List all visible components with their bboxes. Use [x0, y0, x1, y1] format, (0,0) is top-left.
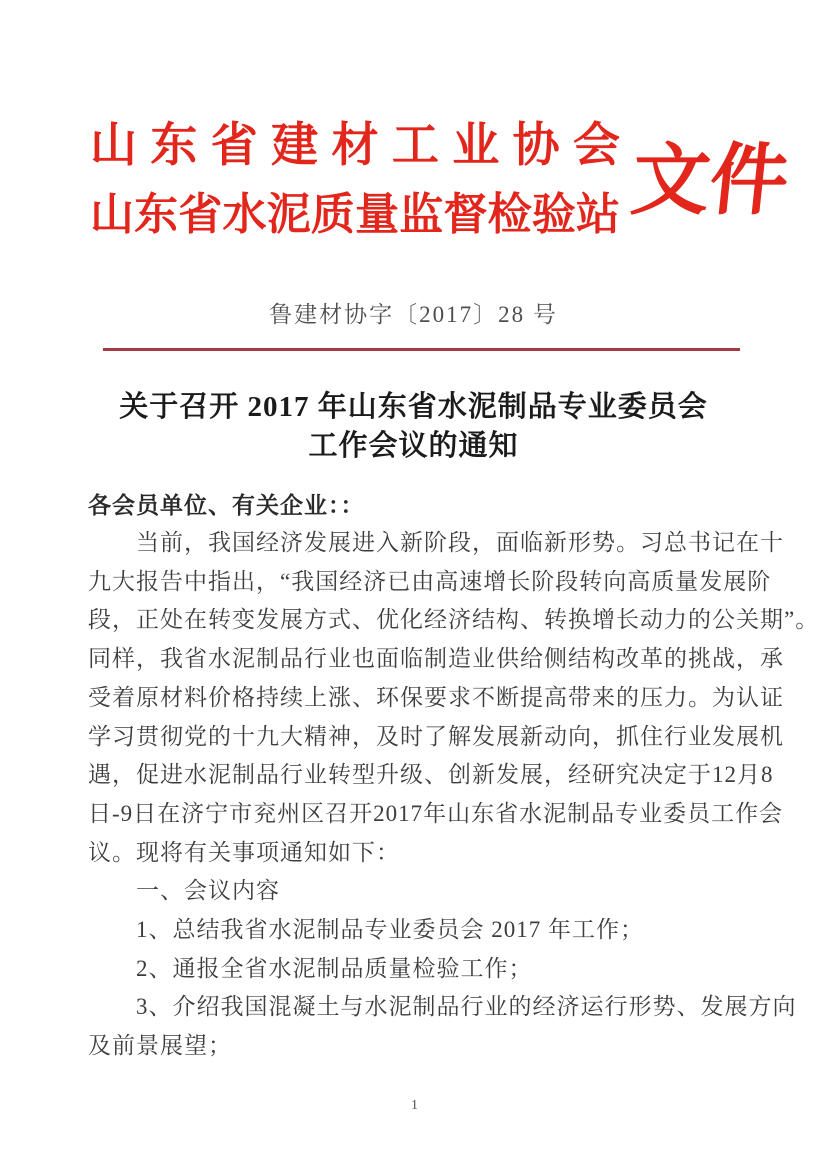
- org-name-line2: 山东省水泥质量监督检验站: [90, 190, 620, 239]
- body-text-line: 一、会议内容: [88, 878, 280, 904]
- doc-body: [88, 491, 820, 1066]
- body-text-line: 3、介绍我国混凝土与水泥制品行业的经济运行形势、发展方向: [88, 994, 797, 1020]
- page-number: 1: [411, 1098, 418, 1113]
- body-text-line: 2、通报全省水泥制品质量检验工作；: [88, 955, 533, 981]
- org-name-line1: 山 东 省 建 材 工 业 协 会: [90, 120, 620, 172]
- body-text-line: 当前，我国经济发展进入新阶段，面临新形势。习总书记在十: [88, 530, 784, 555]
- body-text-line: 学习贯彻党的十九大精神，及时了解发展新动向，抓住行业发展机: [88, 723, 784, 749]
- doc-title: [0, 388, 827, 466]
- doc-title-line2: 工作会议的通知: [308, 430, 519, 462]
- red-divider-line: [103, 348, 740, 351]
- body-text-line: 及前景展望；: [88, 1033, 232, 1059]
- body-text-line: 1、总结我省水泥制品专业委员会 2017 年工作；: [88, 917, 644, 943]
- salutation: 各会员单位、有关企业：：: [88, 493, 365, 518]
- letterhead: [90, 112, 793, 250]
- doc-reference-number: 鲁建材协字〔2017〕28 号: [269, 302, 558, 327]
- doc-title-line1: 关于召开 2017 年山东省水泥制品专业委员会: [119, 391, 708, 423]
- body-text-line: 九大报告中指出，“我国经济已由高速增长阶段转向高质量发展阶: [88, 568, 772, 594]
- issuing-org-names: [90, 112, 620, 250]
- body-text-line: 受着原材料价格持续上涨、环保要求不断提高带来的压力。为认证: [88, 684, 784, 710]
- body-text-line: 同样，我省水泥制品行业也面临制造业供给侧结构改革的挑战，承: [88, 646, 784, 672]
- body-text-line: 议。现将有关事项通知如下：: [88, 839, 400, 865]
- body-text-line: 日-9日在济宁市兖州区召开2017年山东省水泥制品专业委员工作会: [88, 800, 784, 826]
- body-text: [88, 524, 820, 1066]
- body-text-line: 段，正处在转变发展方式、优化经济结构、转换增长动力的公关期”。: [88, 607, 820, 633]
- body-text-line: 遇，促进水泥制品行业转型升级、创新发展，经研究决定于12月8: [88, 762, 774, 788]
- doc-type-label: 文件: [627, 137, 793, 224]
